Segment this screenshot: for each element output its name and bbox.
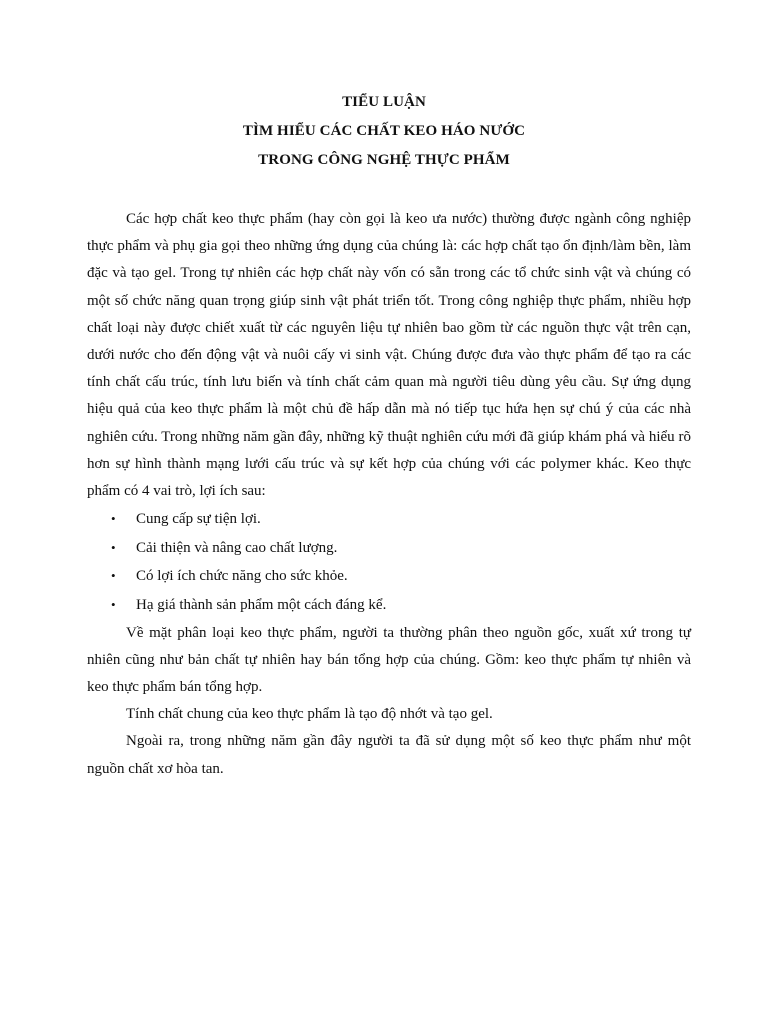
title-line-field: TRONG CÔNG NGHỆ THỰC PHẨM [258,152,510,168]
classification-paragraph: Về mặt phân loại keo thực phẩm, người ta thường phân theo nguồn gốc, xuất xứ trong tự nhiên cũng như bản chất tự nhiên hay bán tổng hợp của chúng. Gồm: keo thực phẩm tự nhiên và keo thực phẩm bán tổng hợp. [87,624,691,696]
bullet-icon: • [111,511,116,527]
property-paragraph: Tính chất chung của keo thực phẩm là tạo độ nhớt và tạo gel. [126,706,493,723]
list-item-text: Hạ giá thành sản phẩm một cách đáng kể. [136,597,387,614]
list-item [87,505,691,534]
list-item-text: Cung cấp sự tiện lợi. [136,511,261,528]
bullet-icon: • [111,597,116,613]
title-line-essay: TIỂU LUẬN [342,94,426,110]
list-item [87,591,691,620]
intro-paragraph: Các hợp chất keo thực phẩm (hay còn gọi là keo ưa nước) thường được ngành công nghiệp thực phẩm và phụ gia gọi theo những ứng dụng của chúng là: các hợp chất tạo ổn định/làm bền, làm đặc và tạo gel. Trong tự nhiên các hợp chất này vốn có sẵn trong các tổ chức sinh vật và chúng có một số chức năng quan trọng giúp sinh vật phát triển tốt. Trong công nghiệp thực phẩm, nhiều hợp chất loại này được chiết xuất từ các nguyên liệu tự nhiên bao gồm từ các nguồn thực vật trên cạn, dưới nước cho đến động vật và nuôi cấy vi sinh vật. Chúng được đưa vào thực phẩm để tạo ra các tính chất cấu trúc, tính lưu biến và tính chất cảm quan mà người tiêu dùng yêu cầu. Sự ứng dụng hiệu quả của keo thực phẩm là một chủ đề hấp dẫn mà nó tiếp tục hứa hẹn sự chú ý của các nhà nghiên cứu. Trong những năm gần đây, những kỹ thuật nghiên cứu mới đã giúp khám phá và hiểu rõ hơn sự hình thành mạng lưới cấu trúc và sự kết hợp của chúng với các polymer khác. Keo thực phẩm có 4 vai trò, lợi ích sau: [87,211,691,500]
bullet-icon: • [111,568,116,584]
benefits-list [87,505,691,619]
list-item [87,562,691,591]
title-line-topic: TÌM HIỂU CÁC CHẤT KEO HÁO NƯỚC [242,123,526,139]
document-body [87,206,691,783]
document-title [0,88,768,175]
list-item-text: Cải thiện và nâng cao chất lượng. [136,539,338,556]
bullet-icon: • [111,539,116,555]
list-item-text: Có lợi ích chức năng cho sức khỏe. [136,568,348,585]
fiber-paragraph: Ngoài ra, trong những năm gần đây người ta đã sử dụng một số keo thực phẩm như một nguồn chất xơ hòa tan. [87,733,691,777]
list-item [87,534,691,563]
